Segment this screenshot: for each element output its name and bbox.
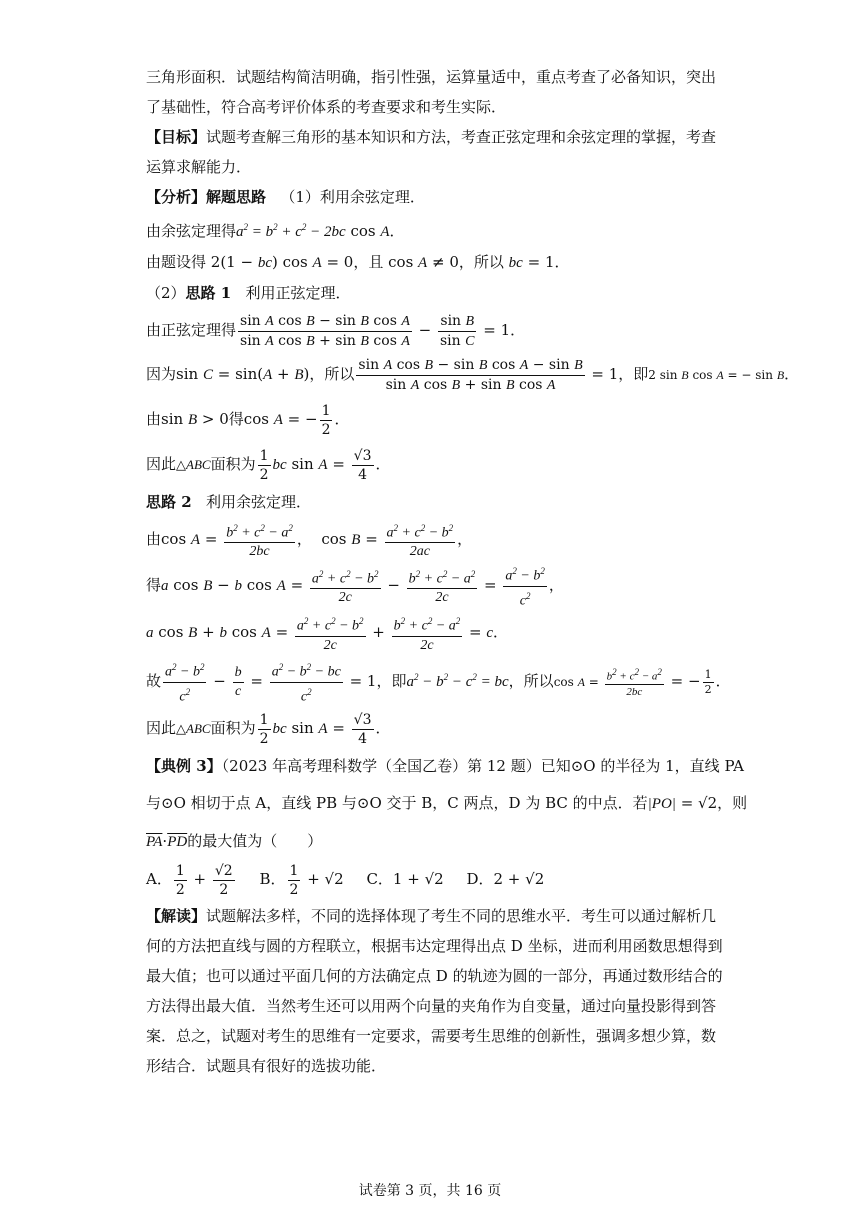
- text-line: 与⊙O 相切于点 A，直线 PB 与⊙O 交于 B，C 两点，D 为 BC 的中点．若|PO| = √2，则: [146, 794, 748, 813]
- option-b: B． $\frac{1}{2}$ + √2: [259, 862, 344, 898]
- formula-line: a cos B + b cos A = $\frac{a^2 + c^2 - b^2}{2c}$ + $\frac{b^2 + c^2 - a^2}{2c}$ = c．: [146, 610, 716, 655]
- document-body: [146, 62, 800, 1081]
- text-line: 由题设得 2(1 − bc) cos A = 0，且 cos A ≠ 0，所以 bc = 1．: [146, 253, 570, 271]
- text-line: $\overline{PA}\cdot\overline{PD}$的最大值为（ ）: [146, 832, 323, 851]
- text-line: 思路 2 利用余弦定理．: [146, 493, 311, 511]
- text-line: 三角形面积．试题结构简洁明确，指引性强，运算量适中，重点考查了必备知识，突出: [146, 68, 717, 86]
- formula-line: 得a cos B − b cos A = $\frac{a^2 + c^2 - b^2}{2c}$ − $\frac{b^2 + c^2 - a^2}{2c}$ = $\frac{a^2 - b^2}{c^2}$ ，: [146, 562, 716, 610]
- option-c: C．1 + √2: [366, 870, 444, 889]
- formula-line: 因此△ABC面积为 $\frac{1}{2}$ bc sin A = $\frac{√3}{4}$ ．: [146, 447, 391, 483]
- text-line: 何的方法把直线与圆的方程联立，根据韦达定理得出点 D 坐标，进而利用函数思想得到: [146, 937, 723, 956]
- formula-line: 由正弦定理得 $\frac{\text{sin A cos B − sin B cos A}}{\text{sin A cos B + sin B cos A}}$ − $\frac{\text{sin B}}{\text{sin C}}$ = 1．: [146, 312, 526, 349]
- formula-line: 由cos A = $\frac{b^2 + c^2 - a^2}{2bc}$ ， cos B = $\frac{a^2 + c^2 - b^2}{2ac}$ ，: [146, 517, 716, 562]
- formula-line: 由sin B > 0得cos A = − $\frac{1}{2}$ ．: [146, 402, 350, 438]
- text-line: 由余弦定理得$a^2 = b^2 + c^2 - 2bc$ cos A．: [146, 222, 405, 240]
- option-d: D．2 + √2: [466, 870, 545, 889]
- formula-line: 因为sin C = sin(A + B)，所以 $\frac{\text{sin A cos B − sin B cos A − sin B}}{\text{sin A cos B + sin B cos A}}$ = 1，即2 sin B cos A = − sin B．: [146, 356, 800, 393]
- text-line: 【分析】解题思路 （1）利用余弦定理．: [146, 188, 425, 206]
- text-line: 【目标】试题考查解三角形的基本知识和方法，考查正弦定理和余弦定理的掌握，考查: [146, 128, 717, 146]
- text-line: 运算求解能力．: [146, 158, 252, 176]
- text-line: 方法得出最大值．当然考生还可以用两个向量的夹角作为自变量，通过向量投影得到答: [146, 997, 717, 1016]
- text-line: 最大值；也可以通过平面几何的方法确定点 D 的轨迹为圆的一部分，再通过数形结合的: [146, 967, 723, 986]
- text-line: 形结合．试题具有很好的选拔功能．: [146, 1057, 387, 1076]
- text-line: 【典例 3】（2023 年高考理科数学（全国乙卷）第 12 题）已知⊙O 的半径为 1，直线 PA: [146, 757, 745, 776]
- answer-options: [146, 857, 716, 901]
- text-line: 【解读】试题解法多样，不同的选择体现了考生不同的思维水平．考生可以通过解析几: [146, 907, 717, 926]
- formula-line: 因此△ABC面积为 $\frac{1}{2}$ bc sin A = $\frac{√3}{4}$ ．: [146, 711, 391, 747]
- formula-line: 故 $\frac{a^2 - b^2}{c^2}$ − $\frac{b}{c}$ = $\frac{a^2 - b^2 - bc}{c^2}$ = 1，即$a^2 - b^2 - c^2$ = bc，所以cos A = $\frac{b^2 + c^2 - a^2}{2bc}$ = − $\frac{1}{2}$ ．: [146, 655, 716, 706]
- page-footer: 试卷第 3 页，共 16 页: [358, 1183, 502, 1199]
- text-line: 案．总之，试题对考生的思维有一定要求，需要考生思维的创新性，强调多想少算，数: [146, 1027, 717, 1046]
- text-line: 了基础性，符合高考评价体系的考查要求和考生实际．: [146, 98, 507, 116]
- option-a: A． $\frac{1}{2}$ + $\frac{√2}{2}$: [146, 862, 233, 898]
- text-line: （2）思路 1 利用正弦定理．: [146, 284, 351, 302]
